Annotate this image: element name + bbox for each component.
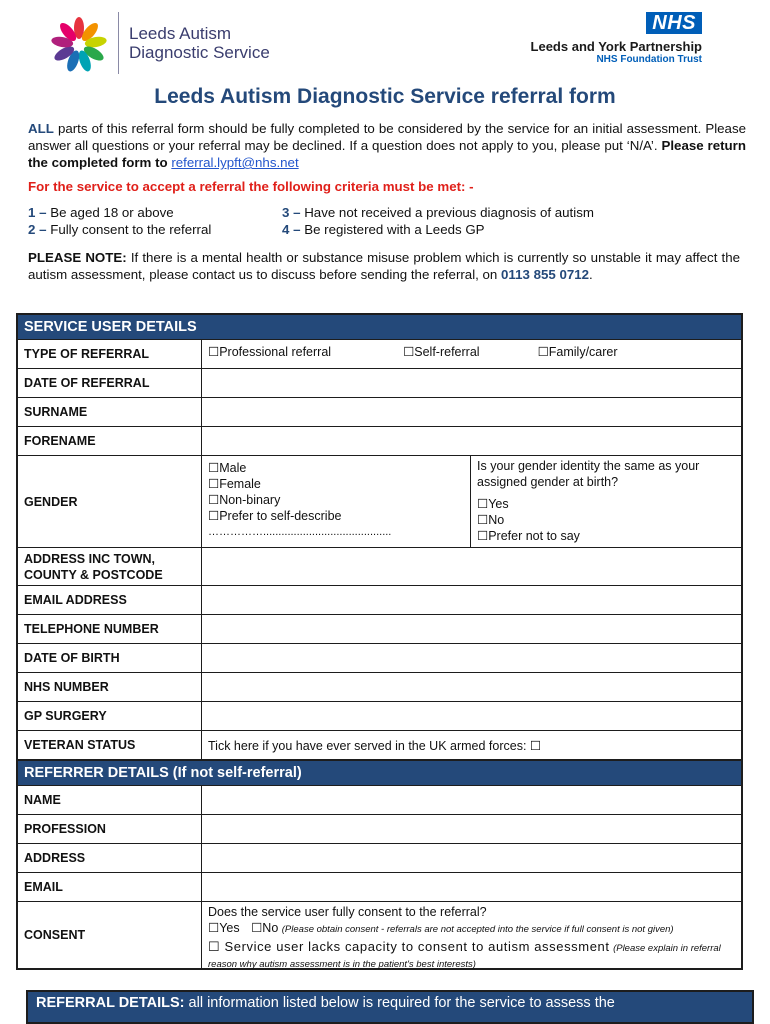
consent-answer-line: [208, 920, 735, 938]
address-field[interactable]: [202, 548, 741, 585]
logo-divider: [118, 12, 119, 74]
criteria-number: 2 –: [28, 222, 47, 237]
service-user-header: SERVICE USER DETAILS: [18, 315, 741, 340]
male-checkbox[interactable]: ☐Male: [208, 461, 247, 475]
referral-details-label: REFERRAL DETAILS:: [36, 995, 185, 1011]
service-logo: [48, 10, 278, 78]
referral-form-table: [16, 313, 743, 970]
referrer-name-row: [18, 786, 741, 815]
profession-row: [18, 815, 741, 844]
family-carer-checkbox[interactable]: ☐Family/carer: [537, 345, 618, 359]
nhs-badge: NHS: [646, 12, 702, 34]
dob-row: [18, 644, 741, 673]
forename-field[interactable]: [202, 427, 741, 455]
referral-details-text: all information listed below is required for the service to assess the: [184, 995, 615, 1011]
self-describe-checkbox[interactable]: ☐Prefer to self-describe: [208, 509, 342, 523]
dob-label: DATE OF BIRTH: [18, 644, 202, 672]
referrer-header: REFERRER DETAILS (If not self-referral): [18, 760, 741, 786]
note-text: If there is a mental health or substance misuse problem which is currently so unstable it may affect the autism assessment, please contact us to discuss before sending the referral, on: [28, 250, 740, 282]
service-logo-line2: Diagnostic Service: [129, 43, 270, 62]
referrer-email-row: [18, 873, 741, 902]
referral-details-header: [26, 990, 754, 1024]
criteria-item: [282, 221, 594, 238]
nhs-number-row: [18, 673, 741, 702]
service-logo-icon: [48, 14, 110, 76]
criteria-text: Fully consent to the referral: [46, 222, 212, 237]
consent-yes-checkbox[interactable]: ☐Yes: [208, 921, 240, 935]
referrer-name-label: NAME: [18, 786, 202, 814]
please-note: [28, 249, 740, 283]
intro-return: Please return the completed form to: [28, 138, 746, 170]
veteran-label: VETERAN STATUS: [18, 731, 202, 759]
consent-row: [18, 902, 741, 968]
criteria-text: Be registered with a Leeds GP: [300, 222, 485, 237]
gp-surgery-label: GP SURGERY: [18, 702, 202, 730]
gender-options: [202, 456, 471, 547]
forename-row: [18, 427, 741, 456]
referrer-email-field[interactable]: [202, 873, 741, 901]
identity-prefer-not-checkbox[interactable]: ☐Prefer not to say: [477, 529, 580, 543]
consent-question: Does the service user fully consent to the referral?: [208, 905, 487, 919]
address-row: [18, 548, 741, 586]
referrer-address-field[interactable]: [202, 844, 741, 872]
contact-phone: 0113 855 0712: [501, 267, 590, 282]
gender-identity-question: [471, 456, 741, 547]
date-of-referral-field[interactable]: [202, 369, 741, 397]
criteria-heading: For the service to accept a referral the following criteria must be met: -: [28, 179, 474, 194]
consent-no-checkbox[interactable]: ☐No: [251, 921, 279, 935]
veteran-checkbox[interactable]: Tick here if you have ever served in the UK armed forces: ☐: [208, 738, 542, 753]
service-logo-text: [129, 24, 270, 62]
referrer-name-field[interactable]: [202, 786, 741, 814]
service-logo-line1: Leeds Autism: [129, 24, 232, 43]
email-field[interactable]: [202, 586, 741, 614]
gp-surgery-field[interactable]: [202, 702, 741, 730]
surname-row: [18, 398, 741, 427]
intro-text: parts of this referral form should be fully completed to be considered by the service for an initial assessment. Please answer all questions or your referral may be declined. If a question does not apply to you, please put ‘N/A’.: [28, 121, 746, 153]
intro-paragraph: [28, 120, 746, 171]
type-of-referral-options: [202, 340, 741, 368]
criteria-item: [282, 204, 594, 221]
page-title: Leeds Autism Diagnostic Service referral form: [154, 85, 616, 108]
address-label: ADDRESS INC TOWN, COUNTY & POSTCODE: [18, 548, 202, 585]
gp-surgery-row: [18, 702, 741, 731]
dob-field[interactable]: [202, 644, 741, 672]
criteria-number: 3 –: [282, 205, 301, 220]
criteria-number: 1 –: [28, 205, 47, 220]
trust-subtitle: NHS Foundation Trust: [596, 54, 702, 65]
nhs-number-label: NHS NUMBER: [18, 673, 202, 701]
criteria-number: 4 –: [282, 222, 301, 237]
consent-no-note: (Please obtain consent - referrals are not accepted into the service if full consent is not given): [281, 924, 674, 935]
referrer-email-label: EMAIL: [18, 873, 202, 901]
self-describe-field[interactable]: ……………..........................................: [208, 526, 392, 538]
intro-all: ALL: [28, 121, 54, 136]
date-of-referral-row: [18, 369, 741, 398]
telephone-field[interactable]: [202, 615, 741, 643]
note-end: .: [589, 267, 593, 282]
criteria-column-1: [28, 204, 211, 238]
criteria-item: [28, 204, 211, 221]
type-of-referral-row: [18, 340, 741, 369]
referrer-address-label: ADDRESS: [18, 844, 202, 872]
date-of-referral-label: DATE OF REFERRAL: [18, 369, 202, 397]
note-label: PLEASE NOTE:: [28, 250, 127, 265]
lacks-capacity-checkbox[interactable]: ☐ Service user lacks capacity to consent to autism assessment: [208, 939, 610, 954]
type-of-referral-label: TYPE OF REFERRAL: [18, 340, 202, 368]
lacks-capacity-note: (Please explain in referral reason why autism assessment is in the patient's best interests): [208, 943, 721, 970]
nhs-number-field[interactable]: [202, 673, 741, 701]
consent-label: CONSENT: [18, 902, 202, 968]
email-row: [18, 586, 741, 615]
referral-email-link[interactable]: referral.lypft@nhs.net: [171, 155, 299, 170]
surname-label: SURNAME: [18, 398, 202, 426]
gender-identity-text: Is your gender identity the same as your assigned gender at birth?: [477, 459, 700, 489]
referrer-address-row: [18, 844, 741, 873]
telephone-row: [18, 615, 741, 644]
self-referral-checkbox[interactable]: ☐Self-referral: [403, 345, 480, 359]
veteran-row: [18, 731, 741, 760]
non-binary-checkbox[interactable]: ☐Non-binary: [208, 493, 281, 507]
gender-label: GENDER: [18, 456, 202, 547]
criteria-item: [28, 221, 211, 238]
identity-yes-checkbox[interactable]: ☐Yes: [477, 497, 509, 511]
female-checkbox[interactable]: ☐Female: [208, 477, 261, 491]
criteria-text: Have not received a previous diagnosis of autism: [300, 205, 594, 220]
criteria-column-2: [282, 204, 594, 238]
profession-label: PROFESSION: [18, 815, 202, 843]
criteria-text: Be aged 18 or above: [46, 205, 174, 220]
identity-no-checkbox[interactable]: ☐No: [477, 513, 505, 527]
nhs-logo: [442, 12, 702, 65]
consent-options: [202, 902, 741, 968]
forename-label: FORENAME: [18, 427, 202, 455]
email-label: EMAIL ADDRESS: [18, 586, 202, 614]
profession-field[interactable]: [202, 815, 741, 843]
trust-name: Leeds and York Partnership: [530, 39, 702, 54]
professional-referral-checkbox[interactable]: ☐Professional referral: [208, 345, 332, 359]
gender-row: [18, 456, 741, 548]
surname-field[interactable]: [202, 398, 741, 426]
telephone-label: TELEPHONE NUMBER: [18, 615, 202, 643]
